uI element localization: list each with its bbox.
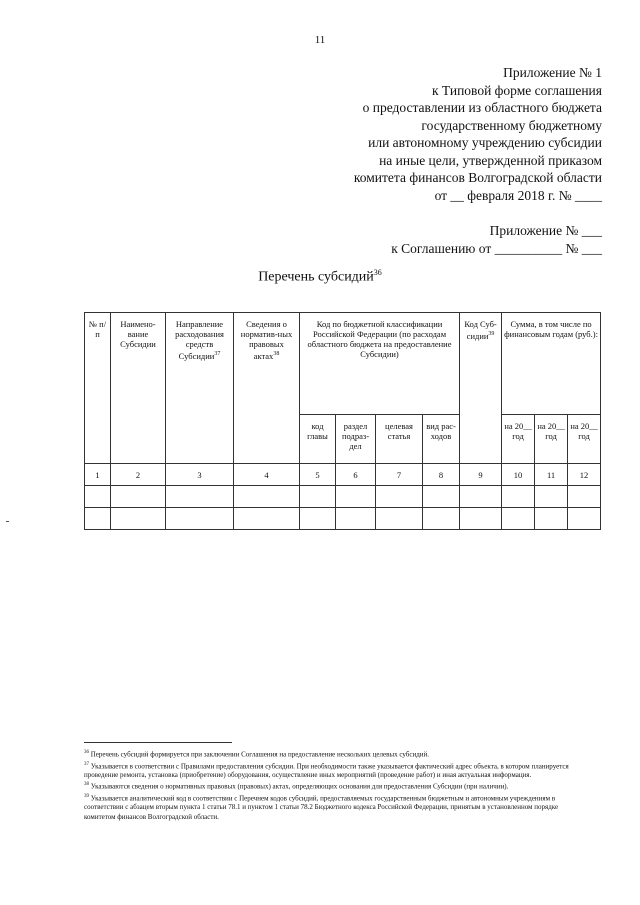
column-number: 3 [166,464,234,486]
column-number: 11 [535,464,568,486]
appendix-line: от __ февраля 2018 г. № ____ [434,187,602,203]
header-target-article: целевая статья [376,415,423,464]
table-cell [300,486,336,508]
footnote-mark: 38 [84,782,89,788]
appendix-header [354,64,602,204]
header-amount: Сумма, в том числе по финансовым годам (руб.): [502,313,601,415]
footnote-ref: 37 [214,351,221,357]
header-number: № п/п [85,313,111,464]
footnote-text: Указываются сведения о нормативных правовых (правовых) актах, определяющих основания для предоставления Субсидии (при наличии). [90,782,509,791]
margin-mark [6,521,9,522]
table-cell [535,508,568,530]
table-cell [111,486,166,508]
table-cell [85,508,111,530]
column-number: 6 [336,464,376,486]
header-year-1: на 20__ год [502,415,535,464]
table-cell [85,486,111,508]
subsidy-table [84,312,601,530]
appendix-line: к Типовой форме соглашения [432,82,602,98]
footnote-ref: 38 [273,351,280,357]
table-cell [234,486,300,508]
header-legal-acts-text: Сведения о норматив-ных правовых актах [240,319,293,361]
header-budget-code: Код по бюджетной классификации Российской Федерации (по расходам областного бюджета на предоставление Субсидии) [300,313,460,415]
appendix-line: комитета финансов Волгоградской области [353,170,602,185]
table-cell [423,486,460,508]
footnote-36 [84,748,584,760]
list-title [0,268,640,286]
footnote-text: Перечень субсидий формируется при заключении Соглашения на предоставление нескольких целевых субсидий. [90,750,430,759]
table-cell [234,508,300,530]
table-cell [460,508,502,530]
column-number-row [85,464,601,486]
footnote-ref: 36 [373,268,382,277]
footnote-38 [84,780,584,792]
header-subsidy-code-text: Код Суб-сидии [464,319,497,341]
header-expense-type: вид рас-ходов [423,415,460,464]
footnote-39 [84,792,584,822]
header-section: раздел подраз-дел [336,415,376,464]
table-cell [535,486,568,508]
column-number: 7 [376,464,423,486]
column-number: 4 [234,464,300,486]
table-cell [111,508,166,530]
footnote-ref: 39 [488,331,495,337]
table-cell [336,486,376,508]
table-cell [502,486,535,508]
column-number: 10 [502,464,535,486]
table-cell [423,508,460,530]
table-cell [300,508,336,530]
appendix-line: на иные цели, утвержденной приказом [379,152,602,168]
table-cell [336,508,376,530]
footnote-text: Указывается аналитический код в соответствии с Перечнем кодов субсидий, предоставляемых государственным бюджетным и автономным учреждениям в соответствии с абзацем вторым пункта 1 статьи 78.1 и пунктом 1 статьи 78.2 Бюджетного кодекса Российской Федерации, принятым в установленном порядке комитетом финансов Волгоградской области. [84,794,559,821]
table-cell [460,486,502,508]
appendix-line: Приложение № 1 [503,65,602,80]
column-number: 9 [460,464,502,486]
header-subsidy-code [460,313,502,464]
agreement-header [391,222,602,258]
table-cell [376,508,423,530]
table-row [85,486,601,508]
header-year-3: на 20__ год [568,415,601,464]
table-cell [502,508,535,530]
table-cell [376,486,423,508]
page-number: 11 [314,34,326,46]
appendix-line: государственному бюджетному [421,117,602,133]
table-cell [166,486,234,508]
column-number: 12 [568,464,601,486]
header-chapter-code: код главы [300,415,336,464]
column-number: 2 [111,464,166,486]
column-number: 5 [300,464,336,486]
header-subsidy-name: Наимено-вание Субсидии [111,313,166,464]
footnote-text: Указывается в соответствии с Правилами предоставления субсидии. При необходимости также указывается фактический адрес объекта, в котором планируется проведение ремонта, установка (приобретение) оборудования, осуществление иных мероприятий (проведение работ) и иная актуальная информация. [84,761,569,780]
appendix-line: о предоставлении из областного бюджета [362,100,602,115]
agreement-line: Приложение № ___ [489,223,602,238]
footnotes [84,748,584,822]
footnote-mark: 36 [84,750,89,755]
agreement-line: к Соглашению от __________ № ___ [391,241,602,256]
footnote-mark: 39 [84,793,89,799]
appendix-line: или автономному учреждению субсидии [368,135,602,150]
column-number: 1 [85,464,111,486]
header-legal-acts [234,313,300,464]
footnote-37 [84,760,584,781]
list-title-text: Перечень субсидий [258,269,374,285]
footnote-mark: 37 [84,761,89,767]
header-direction [166,313,234,464]
table-cell [568,486,601,508]
table-row [85,508,601,530]
header-direction-text: Направление расходования средств Субсидии [175,319,224,361]
footnote-divider [84,742,232,743]
table-cell [568,508,601,530]
header-year-2: на 20__ год [535,415,568,464]
column-number: 8 [423,464,460,486]
table-cell [166,508,234,530]
